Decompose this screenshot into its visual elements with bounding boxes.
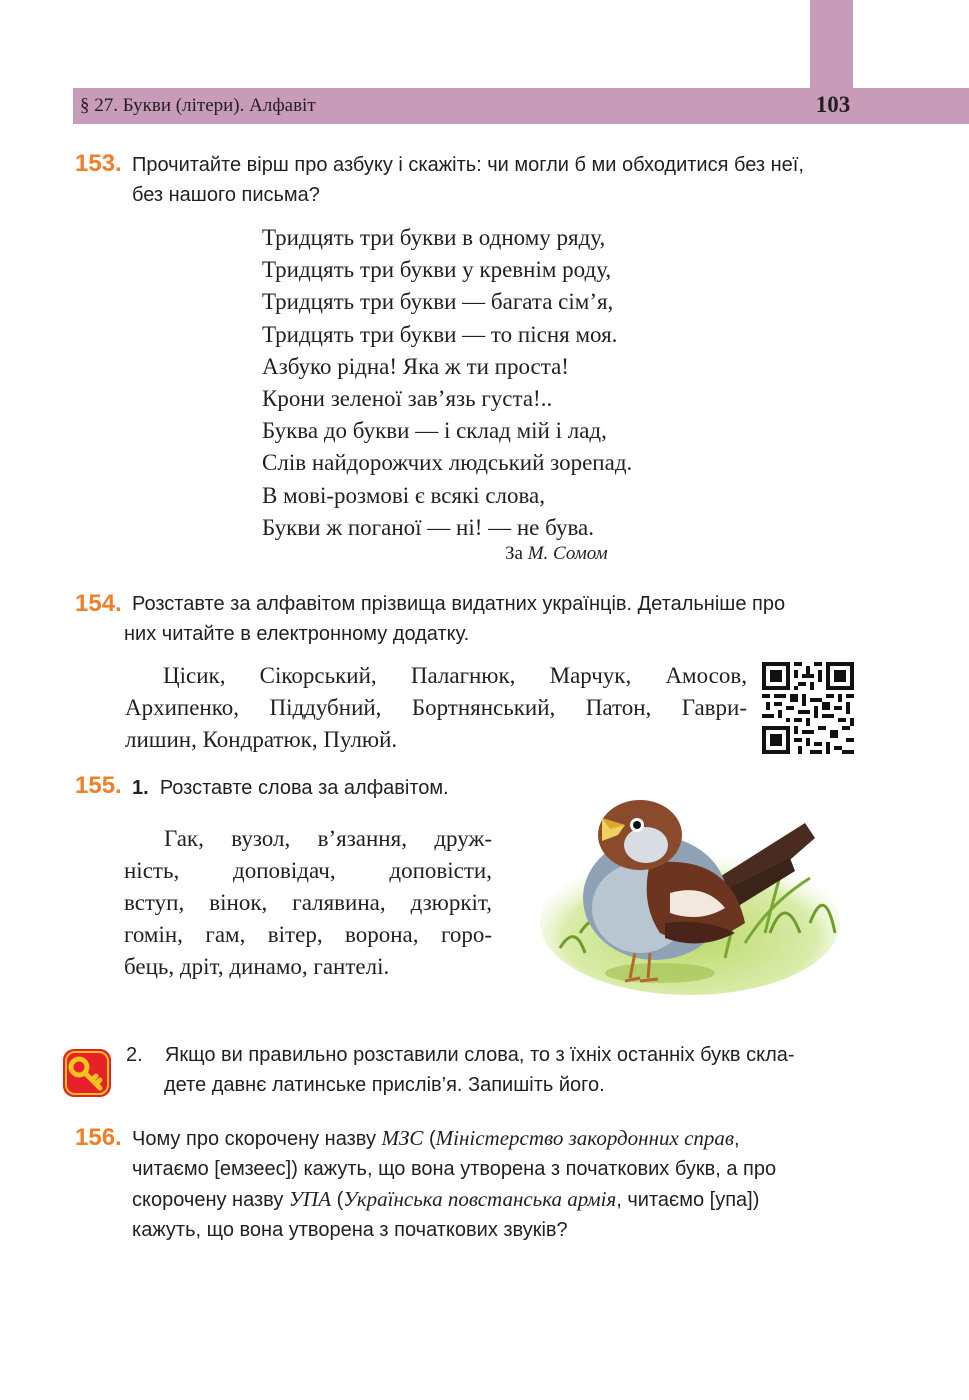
surnames-list (125, 660, 747, 756)
poem-line: Буква до букви — і склад мій і лад, (262, 418, 607, 444)
surnames-line: Архипенко, Піддубний, Бортнянський, Патон, Гаври- (125, 695, 747, 720)
text-span: ( (331, 1189, 344, 1211)
qr-code-icon[interactable] (762, 662, 854, 754)
abbrev-mzs: МЗС (381, 1126, 424, 1150)
task-154-text (132, 589, 785, 619)
task-number-156: 156. (75, 1124, 122, 1151)
author-prefix: За (505, 543, 523, 564)
section-title: § 27. Букви (літери). Алфавіт (80, 95, 316, 116)
page-number: 103 (815, 92, 851, 117)
poem-line: Крони зеленої зав’язь густа!.. (262, 386, 553, 412)
task-153-text (132, 150, 804, 210)
mzs-full-name: Міністерство закордонних справ (435, 1126, 735, 1150)
surnames-line: Цісик, Сікорський, Палагнюк, Марчук, Амосов, (163, 663, 747, 688)
poem-line: Тридцять три букви — багата сім’я, (262, 289, 614, 315)
poem-line: Тридцять три букви — то пісня моя. (262, 321, 618, 347)
text-span: , (734, 1128, 740, 1150)
poem-line: Азбуко рідна! Яка ж ти проста! (262, 353, 569, 379)
poem-line: Тридцять три букви в одному ряду, (262, 225, 606, 250)
sub2-line: дете давнє латинське прислів’я. Запишіть його. (164, 1074, 605, 1096)
sub1-text: Розставте слова за алфавітом. (159, 777, 449, 799)
text-span: ( (423, 1128, 436, 1150)
text-span: , читаємо [упа]) (616, 1189, 760, 1211)
poem-line: Букви ж поганої — ні! — не бува. (262, 514, 594, 540)
task-155-sub2 (126, 1040, 795, 1100)
poem-line: Слів найдорожчих людський зорепад. (262, 450, 633, 476)
abbrev-upa: УПА (288, 1187, 332, 1211)
words-list (124, 823, 492, 983)
task-156-line: кажуть, що вона утворена з початкових звуків? (132, 1219, 568, 1241)
sub2-line: Якщо ви правильно розставили слова, то з їхніх останніх букв скла- (164, 1044, 795, 1066)
words-line: вступ, вінок, галявина, дзюркіт, (124, 890, 492, 915)
sub1-number: 1. (132, 777, 149, 799)
words-line: гомін, гам, вітер, ворона, горо- (124, 922, 492, 947)
sparrow-illustration (540, 783, 845, 996)
poem-line: Тридцять три букви у кревнім роду, (262, 257, 612, 283)
poem-line: В мові-розмові є всякі слова, (262, 482, 546, 508)
upa-full-name: Українська повстанська армія (343, 1187, 617, 1211)
words-line: бець, дріт, динамо, гантелі. (124, 954, 390, 979)
task-153-line: без нашого письма? (132, 184, 320, 206)
text-span: скорочену назву (132, 1189, 289, 1211)
task-number-153: 153. (75, 150, 122, 177)
task-156-text (132, 1123, 776, 1245)
poem (262, 222, 632, 544)
surnames-line: лишин, Кондратюк, Пулюй. (125, 727, 398, 752)
task-156-line: читаємо [емзеес]) кажуть, що вона утворена з початкових букв, а про (132, 1158, 777, 1180)
key-icon (62, 1048, 112, 1098)
task-154-line: Розставте за алфавітом прізвища видатних українців. Детальніше про (132, 593, 786, 615)
sub2-number: 2. (126, 1044, 143, 1066)
task-155-sub1 (132, 773, 449, 803)
poem-author (505, 543, 608, 565)
words-line: ність, доповідач, доповісти, (124, 858, 492, 883)
author-name: М. Сомом (527, 543, 608, 564)
task-number-154: 154. (75, 590, 122, 617)
task-number-155: 155. (75, 772, 122, 799)
task-154-line: них читайте в електронному додатку. (124, 623, 470, 645)
task-154-text (124, 619, 469, 649)
words-line: Гак, вузол, в’язання, друж- (164, 826, 492, 851)
text-span: Чому про скорочену назву (132, 1128, 382, 1150)
task-153-line: Прочитайте вірш про азбуку і скажіть: чи могли б ми обходитися без неї, (132, 154, 804, 176)
